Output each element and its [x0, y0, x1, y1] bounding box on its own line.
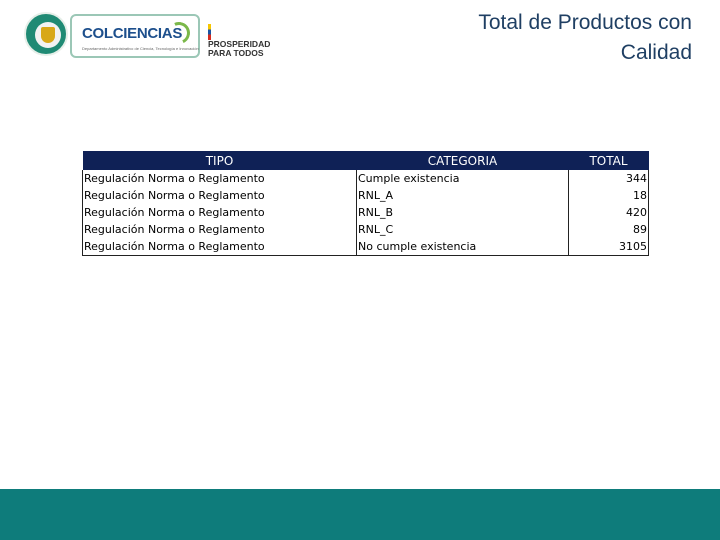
- cell-total: 3105: [569, 238, 649, 256]
- cell-categoria: RNL_B: [357, 204, 569, 221]
- colciencias-logo-subtext: Departamento Administrativo de Ciencia, Tecnología e Innovación: [82, 46, 199, 51]
- flag-bar-icon: [208, 24, 211, 40]
- cell-total: 89: [569, 221, 649, 238]
- table-row: [83, 238, 649, 256]
- cell-tipo: Regulación Norma o Reglamento: [83, 221, 357, 238]
- products-table: [82, 151, 649, 256]
- cell-tipo: Regulación Norma o Reglamento: [83, 170, 357, 187]
- cell-categoria: RNL_A: [357, 187, 569, 204]
- cell-categoria: Cumple existencia: [357, 170, 569, 187]
- page-title-line1: Total de Productos con: [478, 11, 692, 34]
- footer-bar: [0, 489, 720, 540]
- table-row: [83, 187, 649, 204]
- column-header-categoria: CATEGORIA: [357, 151, 569, 170]
- cell-tipo: Regulación Norma o Reglamento: [83, 187, 357, 204]
- colombia-seal-icon: [24, 12, 68, 56]
- colciencias-swoosh-icon: [165, 19, 193, 47]
- prosperidad-line1: PROSPERIDAD: [208, 39, 271, 49]
- page-title-line2: Calidad: [620, 41, 692, 64]
- cell-categoria: No cumple existencia: [357, 238, 569, 256]
- cell-total: 344: [569, 170, 649, 187]
- column-header-total: TOTAL: [569, 151, 649, 170]
- cell-tipo: Regulación Norma o Reglamento: [83, 204, 357, 221]
- table-row: [83, 170, 649, 187]
- cell-total: 420: [569, 204, 649, 221]
- colciencias-logo: [70, 14, 200, 58]
- cell-total: 18: [569, 187, 649, 204]
- table-row: [83, 221, 649, 238]
- prosperidad-logo: [208, 24, 270, 58]
- column-header-tipo: TIPO: [83, 151, 357, 170]
- cell-categoria: RNL_C: [357, 221, 569, 238]
- table-row: [83, 204, 649, 221]
- cell-tipo: Regulación Norma o Reglamento: [83, 238, 357, 256]
- table-header-row: [83, 151, 649, 170]
- prosperidad-line2: PARA TODOS: [208, 48, 264, 58]
- colciencias-logo-text: COLCIENCIAS: [82, 25, 183, 42]
- page-title: [478, 8, 692, 68]
